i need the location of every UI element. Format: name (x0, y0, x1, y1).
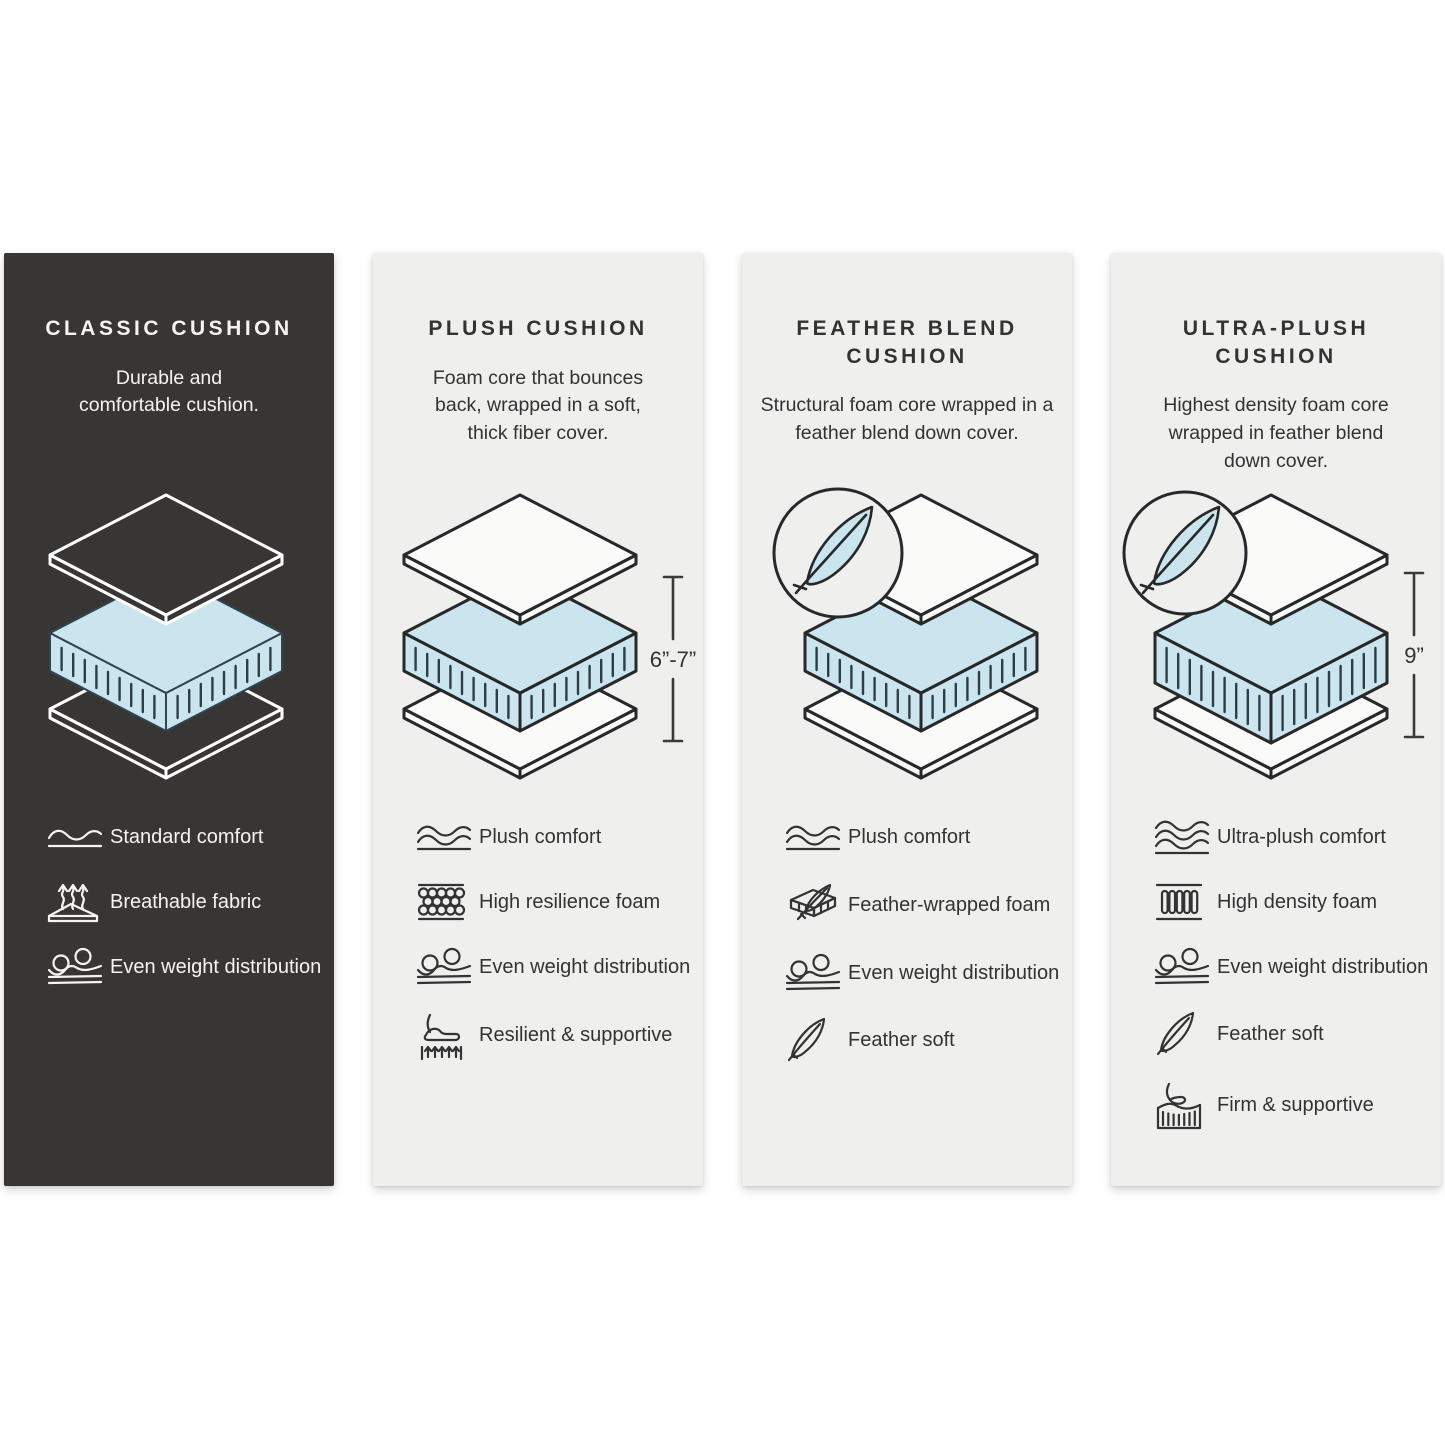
cushion-layers-figure (1111, 481, 1441, 793)
thickness-measurement: 9” (1404, 643, 1424, 668)
feature-label: Feather soft (1217, 1023, 1324, 1045)
cushion-layers-illustration (1111, 481, 1441, 793)
feature-label: Standard comfort (110, 826, 264, 848)
panel-row (4, 253, 1441, 1186)
wave-double-icon (784, 820, 848, 854)
resilient-supportive-icon (415, 1009, 479, 1061)
feature-label: Even weight distribution (110, 956, 322, 978)
feature-label: Feather-wrapped foam (848, 894, 1051, 916)
feature-list (4, 793, 334, 989)
cushion-layers-illustration (373, 481, 703, 793)
feature-item (415, 1009, 697, 1061)
feature-item (784, 951, 1066, 995)
feature-label: Even weight distribution (848, 962, 1060, 984)
panel-description: Highest density foam core wrapped in feather blend down cover. (1163, 394, 1389, 472)
cushion-layers-figure (742, 481, 1072, 793)
feature-item (784, 879, 1066, 931)
even-weight-distribution-icon (1153, 947, 1217, 987)
cushion-layers-illustration (742, 481, 1072, 793)
feature-label: Resilient & supportive (479, 1024, 673, 1046)
feature-label: Firm & supportive (1217, 1094, 1374, 1116)
panel-header (4, 253, 334, 481)
even-weight-distribution-icon (784, 953, 848, 993)
cushion-layers-illustration (4, 481, 334, 793)
feature-item (415, 945, 697, 989)
feature-list (742, 793, 1072, 1065)
feature-list (373, 793, 703, 1061)
feature-item (1153, 1009, 1435, 1059)
cushion-panel-feather-blend (742, 253, 1072, 1186)
feature-item (1153, 879, 1435, 925)
feature-item (415, 815, 697, 859)
wave-single-icon (46, 824, 110, 850)
breathable-fabric-icon (46, 879, 110, 925)
cushion-panel-classic (4, 253, 334, 1186)
feature-label: High density foam (1217, 891, 1378, 913)
cushion-panel-ultra-plush (1111, 253, 1441, 1186)
panel-title: CLASSIC CUSHION (45, 317, 293, 340)
panel-description: Foam core that bounces back, wrapped in a soft, thick fiber cover. (432, 366, 644, 445)
feature-item (46, 815, 328, 859)
high-resilience-foam-icon (415, 879, 479, 925)
panel-title: ULTRA-PLUSH CUSHION (1182, 317, 1370, 368)
even-weight-distribution-icon (46, 947, 110, 987)
feature-item (46, 945, 328, 989)
feature-label: High resilience foam (479, 891, 661, 913)
firm-supportive-icon (1153, 1079, 1217, 1131)
high-density-foam-icon (1153, 879, 1217, 925)
feature-label: Feather soft (848, 1029, 955, 1051)
panel-description: Durable and comfortable cushion. (79, 366, 259, 417)
panel-title: PLUSH CUSHION (428, 317, 648, 340)
feature-item (46, 879, 328, 925)
feature-label: Even weight distribution (479, 956, 691, 978)
feature-item (784, 815, 1066, 859)
feature-label: Even weight distribution (1217, 956, 1429, 978)
panel-header (742, 253, 1072, 481)
cushion-layers-figure (4, 481, 334, 793)
feature-label: Breathable fabric (110, 891, 262, 913)
thickness-measurement: 6”-7” (649, 647, 697, 672)
feature-item (415, 879, 697, 925)
feature-label: Plush comfort (848, 826, 971, 848)
feature-item (1153, 815, 1435, 859)
feature-label: Plush comfort (479, 826, 602, 848)
feather-wrapped-foam-icon (784, 879, 848, 931)
panel-description: Structural foam core wrapped in a feather blend down cover. (760, 394, 1054, 445)
feather-soft-icon (1153, 1009, 1217, 1059)
feature-label: Ultra-plush comfort (1217, 826, 1386, 848)
feature-list (1111, 793, 1441, 1131)
cushion-layers-figure (373, 481, 703, 793)
even-weight-distribution-icon (415, 947, 479, 987)
feature-item (1153, 1079, 1435, 1131)
panel-header (373, 253, 703, 481)
panel-title: FEATHER BLEND CUSHION (796, 317, 1018, 368)
feather-soft-icon (784, 1015, 848, 1065)
wave-triple-icon (1153, 815, 1217, 859)
panel-header (1111, 253, 1441, 481)
feature-item (1153, 945, 1435, 989)
feature-item (784, 1015, 1066, 1065)
cushion-panel-plush (373, 253, 703, 1186)
wave-double-icon (415, 820, 479, 854)
